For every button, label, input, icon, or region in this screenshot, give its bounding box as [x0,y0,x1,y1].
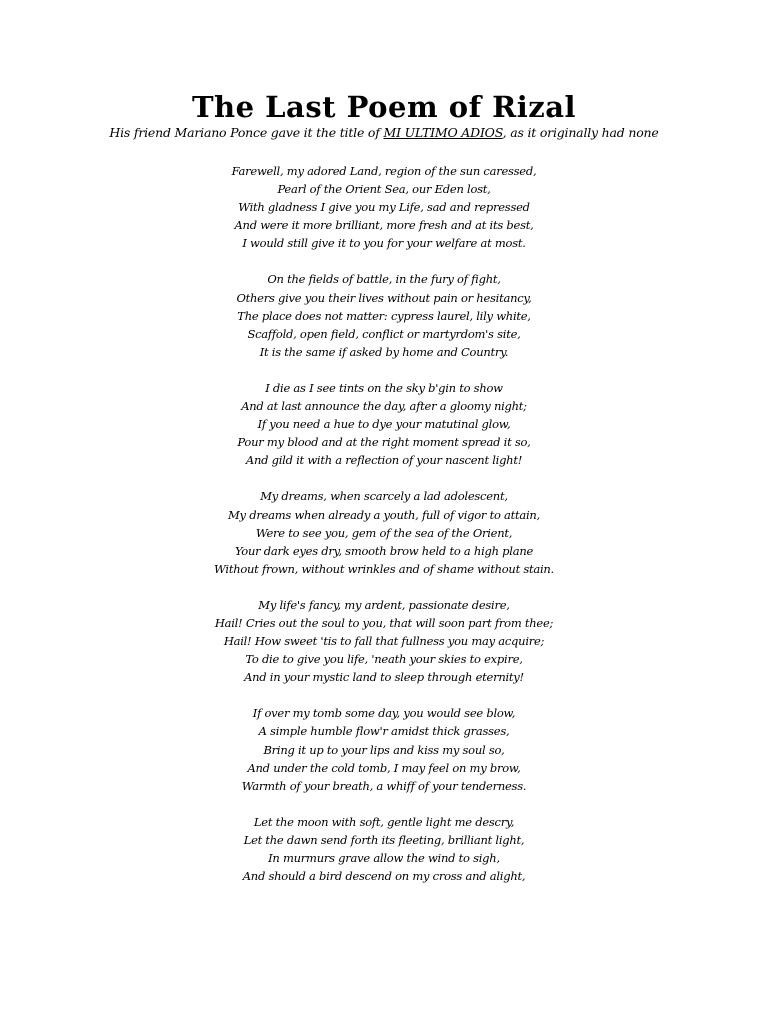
stanza [0,596,768,686]
stanza [0,813,768,885]
poem-line: The place does not matter: cypress laurel, lily white, [237,308,531,323]
stanza [0,162,768,252]
poem-line: A simple humble flow'r amidst thick grasses, [258,724,510,739]
poem-line: And gild it with a reflection of your nascent light! [245,453,523,468]
poem-line: It is the same if asked by home and Country. [259,344,509,359]
poem-line: Pearl of the Orient Sea, our Eden lost, [277,182,491,197]
poem-line: With gladness I give you my Life, sad and repressed [238,200,530,215]
subtitle-text: His friend Mariano Ponce gave it the title of [109,125,384,140]
poem-line: Scaffold, open field, conflict or martyrdom's site, [247,326,521,341]
poem-line: Bring it up to your lips and kiss my soul so, [263,742,505,757]
poem-line: And were it more brilliant, more fresh and at its best, [234,218,534,233]
poem-line: I would still give it to you for your welfare at most. [242,236,526,251]
stanza [0,487,768,577]
poem-line: Others give you their lives without pain or hesitancy, [236,290,532,305]
poem-line: On the fields of battle, in the fury of fight, [267,272,501,287]
poem-line: My dreams when already a youth, full of vigor to attain, [228,507,540,522]
poem-line: Let the dawn send forth its fleeting, brilliant light, [243,832,525,847]
poem-line: Hail! How sweet 'tis to fall that fullness you may acquire; [223,634,545,649]
poem-line: Your dark eyes dry, smooth brow held to a high plane [234,543,534,558]
poem-line: I die as I see tints on the sky b'gin to show [265,380,503,395]
poem-line: Farewell, my adored Land, region of the sun caressed, [231,164,537,178]
poem-subtitle [0,124,768,142]
poem-line: Hail! Cries out the soul to you, that will soon part from thee; [214,615,554,630]
poem-body [0,162,768,903]
poem-line: And under the cold tomb, I may feel on my brow, [247,760,521,775]
poem-line: If you need a hue to dye your matutinal glow, [257,417,511,432]
stanza [0,270,768,360]
poem-line: And in your mystic land to sleep through eternity! [244,670,524,685]
poem-line: If over my tomb some day, you would see blow, [252,706,516,721]
poem-line: My dreams, when scarcely a lad adolescent, [260,489,508,504]
poem-line: Without frown, without wrinkles and of shame without stain. [214,561,554,576]
subtitle-original-title: MI ULTIMO ADIOS [383,125,503,140]
poem-line: Pour my blood and at the right moment spread it so, [237,435,531,450]
stanza [0,379,768,469]
poem-line: And at last announce the day, after a gloomy night; [241,399,527,414]
poem-line: Warmth of your breath, a whiff of your tenderness. [241,778,527,793]
poem-line: My life's fancy, my ardent, passionate desire, [258,597,510,612]
poem-line: In murmurs grave allow the wind to sigh, [268,851,500,865]
poem-line: Let the moon with soft, gentle light me descry, [253,814,515,829]
poem-title: The Last Poem of Rizal [191,90,577,124]
poem-line: To die to give you life, 'neath your skies to expire, [245,652,523,667]
subtitle-text-end: , as it originally had none [502,125,659,140]
poem-line: And should a bird descend on my cross and alight, [242,869,526,884]
stanza [0,704,768,794]
poem-line: Were to see you, gem of the sea of the Orient, [255,525,513,540]
